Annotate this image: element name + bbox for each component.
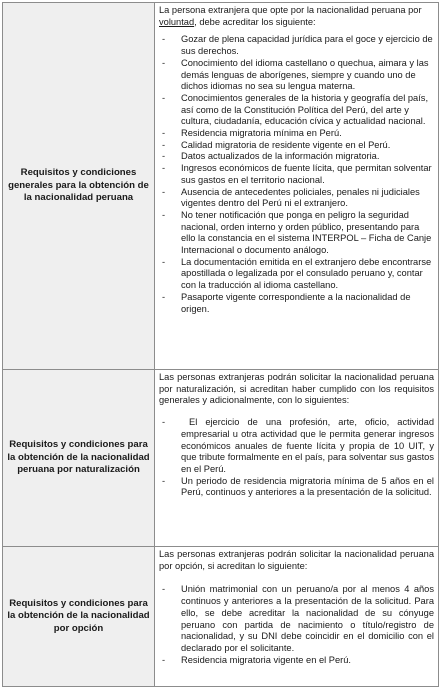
list-item-text: Unión matrimonial con un peruano/a por al menos 4 años continuos y anteriores a la presentación de la solicitud. Para ello, se debe acreditar la nacionalidad de su cónyuge peruano con partida de nacimiento o título/registro de nacionalidad, y su DNI debe coincidir en el domicilio con el declarado por el solicitante. (181, 584, 434, 653)
intro-paragraph (159, 5, 434, 28)
list-dash: - (162, 475, 166, 486)
row-label-cell (3, 3, 155, 370)
table-row (3, 370, 439, 547)
row-content-cell (155, 547, 439, 687)
list-item (159, 187, 434, 210)
row-label-cell (3, 370, 155, 547)
list-dash: - (162, 291, 166, 302)
intro-text: voluntad (159, 16, 195, 27)
list-item-text: La documentación emitida en el extranjero debe encontrarse apostillada o legalizada por el consulado peruano y, contar con la traducción al idioma castellano. (181, 256, 432, 291)
list-dash: - (162, 584, 166, 595)
requirements-list (159, 34, 434, 315)
list-item-text: Calidad migratoria de residente vigente en el Perú. (181, 139, 391, 150)
list-item (159, 58, 434, 93)
list-item (159, 128, 434, 140)
list-item (159, 292, 434, 315)
list-item-text: Ausencia de antecedentes policiales, penales ni judiciales vigentes dentro del Perú ni el extranjero. (181, 186, 420, 209)
intro-text: , debe acreditar los siguiente: (194, 16, 316, 27)
requirements-table (2, 2, 439, 687)
list-dash: - (162, 34, 166, 45)
list-item (159, 140, 434, 152)
row-label-general: Requisitos y condiciones generales para la obtención de la nacionalidad peruana (8, 167, 149, 204)
list-item-text: No tener notificación que ponga en peligro la seguridad nacional, orden interno y orden público, presentando para ello la constancia en el sistema INTERPOL – Ficha de Canje Internacional o documento análogo. (181, 209, 432, 256)
list-dash: - (162, 151, 166, 162)
list-dash: - (162, 417, 166, 428)
table-row (3, 3, 439, 370)
list-item (159, 417, 434, 476)
intro-text: La persona extranjera que opte por la nacionalidad peruana por (159, 5, 422, 15)
list-item-text: Pasaporte vigente correspondiente a la nacionalidad de origen. (181, 291, 411, 314)
list-dash: - (162, 186, 166, 197)
list-dash: - (162, 256, 166, 267)
list-item-text: Residencia migratoria vigente en el Perú. (181, 654, 352, 665)
intro-paragraph: Las personas extranjeras podrán solicitar la nacionalidad peruana por opción, si acreditan lo siguiente: (159, 549, 434, 571)
list-item (159, 584, 434, 654)
list-item-text: Datos actualizados de la información migratoria. (181, 151, 380, 162)
list-item-text: Conocimiento del idioma castellano o quechua, aimara y las demás lenguas de aborígenes, siempre y cuando uno de dichos idiomas no sea su lengua materna. (181, 57, 429, 92)
table-row (3, 547, 439, 687)
list-dash: - (162, 57, 166, 68)
requirements-list (159, 584, 434, 666)
list-item-text: Ingresos económicos de fuente lícita, que permitan solventar sus gastos en el territorio nacional. (181, 163, 432, 185)
list-dash: - (162, 92, 166, 103)
list-item (159, 93, 434, 128)
list-item (159, 476, 434, 499)
list-item (159, 163, 434, 186)
list-item-text: Gozar de plena capacidad jurídica para el goce y ejercicio de sus derechos. (181, 34, 433, 57)
list-dash: - (162, 163, 166, 174)
list-item (159, 210, 434, 257)
row-label-naturalization: Requisitos y condiciones para la obtención de la nacionalidad peruana por naturalización (7, 439, 150, 476)
list-item-text: Un periodo de residencia migratoria mínima de 5 años en el Perú, continuos y anteriores a la presentación de la solicitud. (181, 475, 434, 498)
list-item-text: Conocimientos generales de la historia y geografía del país, así como de la Constitución Política del Perú, del arte y cultura, ciudadanía, educación cívica y actualidad nacional. (181, 92, 429, 127)
list-item-text: Residencia migratoria mínima en Perú. (181, 128, 342, 139)
row-label-option: Requisitos y condiciones para la obtención de la nacionalidad por opción (7, 597, 150, 634)
list-dash: - (162, 654, 166, 665)
list-dash: - (162, 209, 166, 220)
list-item (159, 257, 434, 292)
list-item (159, 34, 434, 57)
requirements-list (159, 417, 434, 499)
list-item-text: El ejercicio de una profesión, arte, oficio, actividad empresarial u otra actividad que le permita generar ingresos económicos anuales de fuente lícita y propia de 10 UIT, y que tribute formalmente en el país, para solventar sus gastos en el Perú. (181, 417, 434, 474)
list-dash: - (162, 139, 166, 150)
list-item (159, 151, 434, 163)
row-label-cell (3, 547, 155, 687)
list-item (159, 655, 434, 667)
intro-paragraph: Las personas extranjeras podrán solicitar la nacionalidad peruana por naturalización, si acreditan haber cumplido con los requisitos generales y adicionalmente, con lo siguientes: (159, 372, 434, 406)
row-content-cell (155, 370, 439, 547)
row-content-cell (155, 3, 439, 370)
list-dash: - (162, 128, 166, 139)
